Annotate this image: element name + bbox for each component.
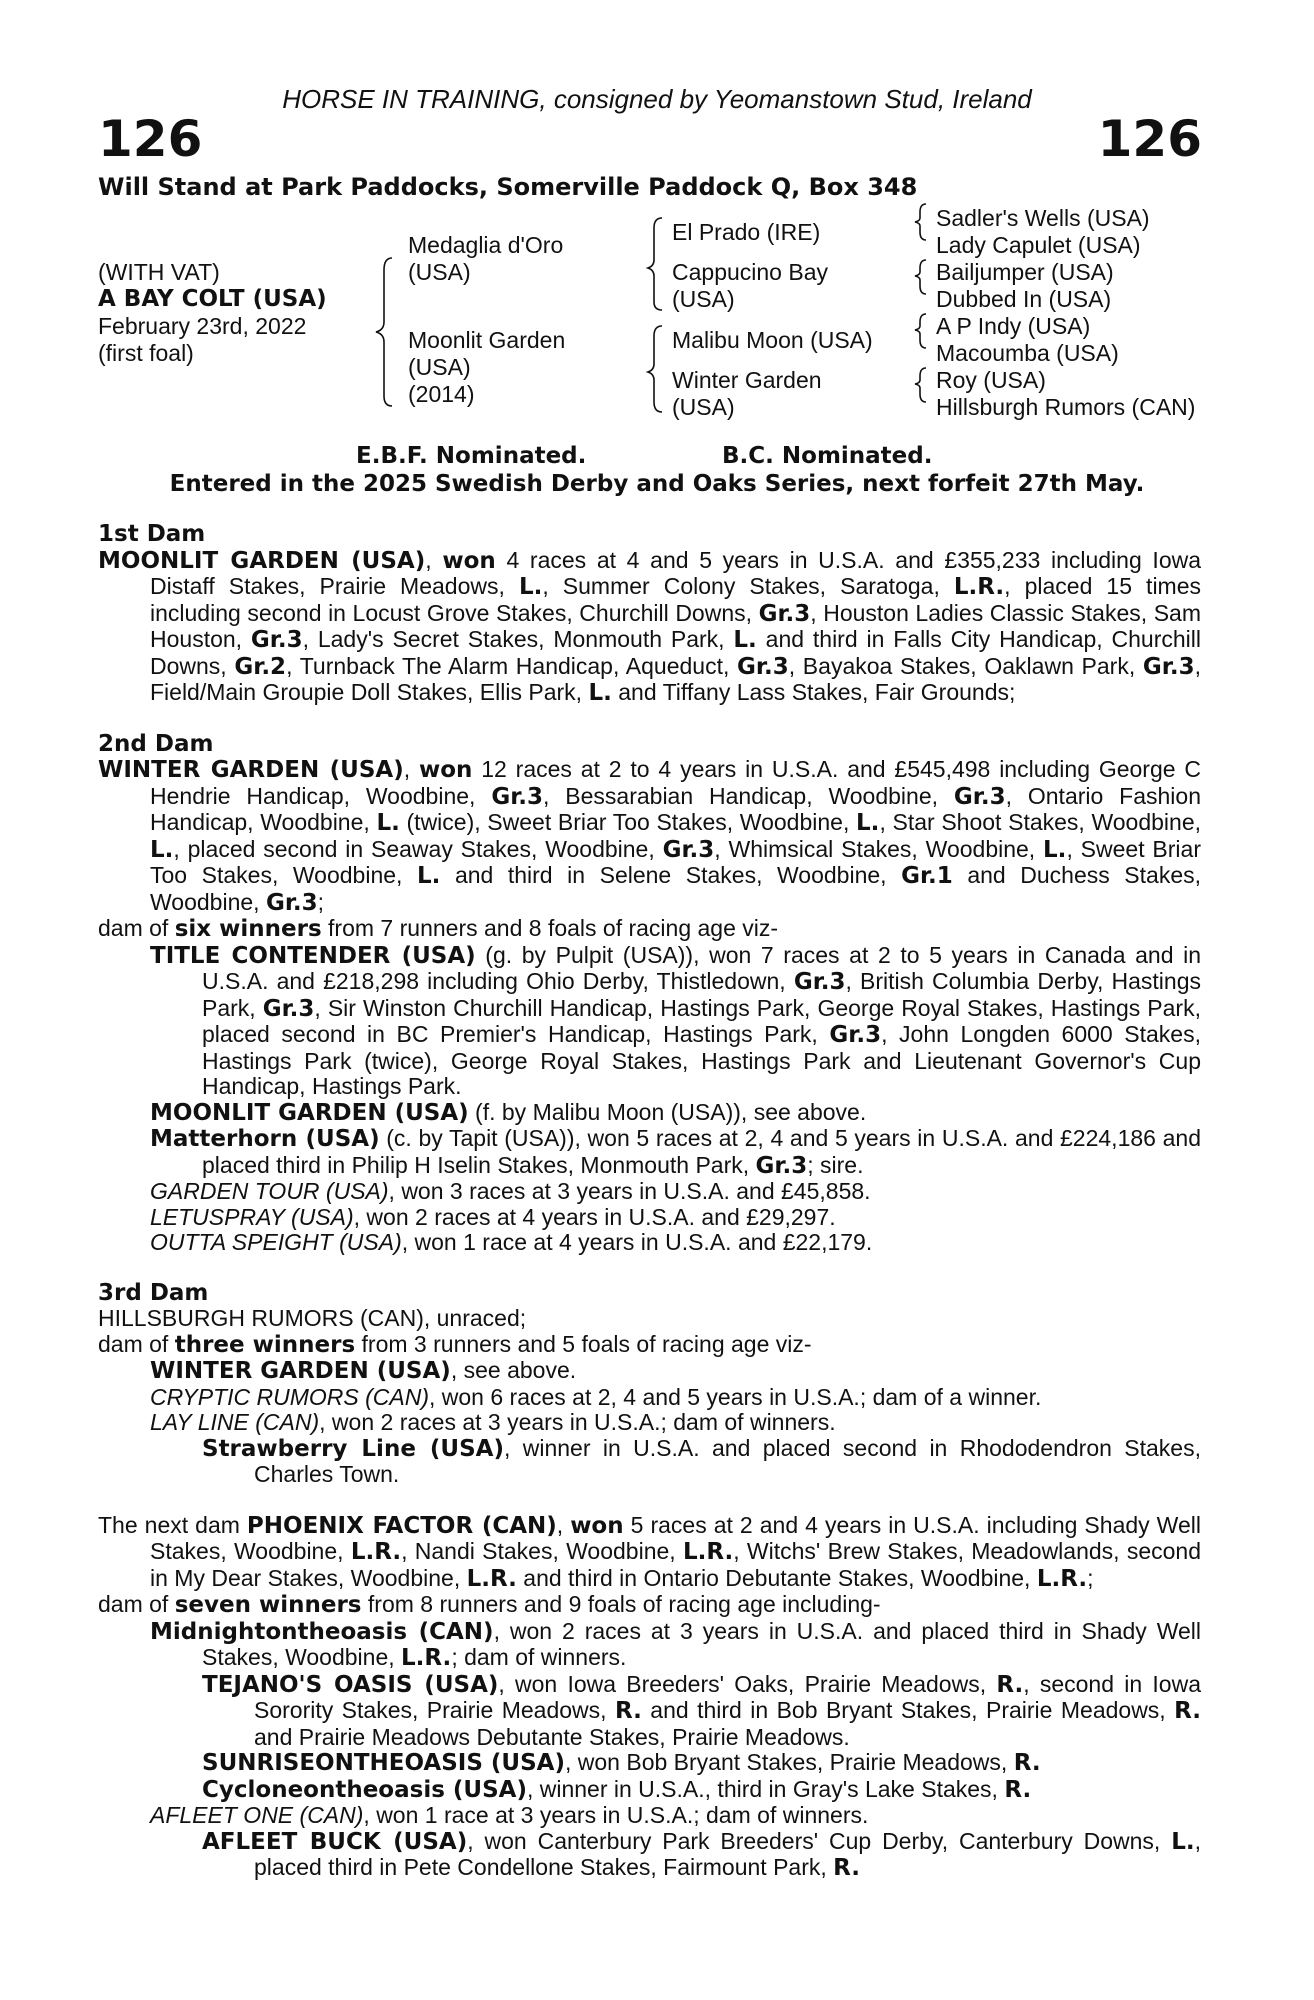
produce-lay-line: LAY LINE (CAN), won 2 races at 3 years in U.S.A.; dam of winners. (150, 1409, 836, 1435)
subject-dob: February 23rd, 2022 (98, 313, 307, 339)
vat-note: (WITH VAT) (98, 259, 220, 285)
gen4-1: Sadler's Wells (USA) (936, 205, 1150, 231)
consignor-header: HORSE IN TRAINING, consigned by Yeomanstown Stud, Ireland (282, 84, 1032, 114)
dam-line3: (2014) (408, 381, 475, 407)
sire-line2: (USA) (408, 259, 471, 285)
bc-nominated: B.C. Nominated. (722, 443, 933, 469)
produce-cryptic-rumors: CRYPTIC RUMORS (CAN), won 6 races at 2, 4 and 5 years in U.S.A.; dam of a winner. (150, 1383, 1042, 1410)
produce-afleet-one: AFLEET ONE (CAN), won 1 race at 3 years in U.S.A.; dam of winners. (150, 1802, 869, 1828)
gen4-6: Macoumba (USA) (936, 340, 1119, 366)
produce-outta-speight: OUTTA SPEIGHT (USA), won 1 race at 4 years in U.S.A. and £22,179. (150, 1229, 873, 1255)
gen4-5: A P Indy (USA) (936, 313, 1091, 339)
lot-number-right: 126 (1097, 110, 1202, 168)
second-dam-record: WINTER GARDEN (USA), won 12 races at 2 to 4 years in U.S.A. and £545,498 including George C Hendrie Handicap, Woodbine, Gr.3, Bessarabian Handicap, Woodbine, Gr.3, Ontario Fashion Handicap, Woodbine, L. (twice), Sweet Briar Too Stakes, Woodbine, L., Star Shoot Stakes, Woodbine, L., placed second in Seaway Stakes, Woodbine, Gr.3, Whimsical Stakes, Woodbine, L., Sweet Briar Too Stakes, Woodbine, L. and third in Selene Stakes, Woodbine, Gr.1 and Duchess Stakes, Woodbine, Gr.3; (98, 756, 1202, 916)
lot-number-left: 126 (98, 110, 203, 168)
ebf-nominated: E.B.F. Nominated. (356, 443, 587, 469)
next-dam-record: The next dam PHOENIX FACTOR (CAN), won 5 races at 2 and 4 years in U.S.A. including Shady Well Stakes, Woodbine, L.R., Nandi Stakes, Woodbine, L.R., Witchs' Brew Stakes, Meadowlands, second in My Dear Stakes, Woodbine, L.R. and third in Ontario Debutante Stakes, Woodbine, L.R.; (98, 1511, 1201, 1592)
second-dam-produce-summary: dam of six winners from 7 runners and 8 foals of racing age viz- (98, 915, 779, 942)
produce-title-contender: TITLE CONTENDER (USA) (g. by Pulpit (USA)), won 7 races at 2 to 5 years in Canada and in U.S.A. and £218,298 including Ohio Derby, Thistledown, Gr.3, British Columbia Derby, Hastings Park, Gr.3, Sir Winston Churchill Handicap, Hastings Park, George Royal Stakes, Hastings Park, placed second in BC Premier's Handicap, Hastings Park, Gr.3, John Longden 6000 Stakes, Hastings Park (twice), George Royal Stakes, Hastings Park and Lieutenant Governor's Cup Handicap, Hastings Park. (150, 941, 1201, 1099)
catalogue-body (98, 522, 1201, 1882)
stand-location: Will Stand at Park Paddocks, Somerville Paddock Q, Box 348 (98, 173, 918, 201)
produce-tejanos-oasis: TEJANO'S OASIS (USA), won Iowa Breeders' Oaks, Prairie Meadows, R., second in Iowa Sorority Stakes, Prairie Meadows, R. and third in Bob Bryant Stakes, Prairie Meadows, R. and Prairie Meadows Debutante Stakes, Prairie Meadows. (202, 1670, 1202, 1750)
subject-note: (first foal) (98, 340, 194, 366)
dam-line1: Moonlit Garden (408, 327, 566, 353)
gen4-4: Dubbed In (USA) (936, 286, 1112, 312)
produce-cycloneontheoasis: Cycloneontheoasis (USA), winner in U.S.A., third in Gray's Lake Stakes, R. (202, 1775, 1032, 1803)
produce-midnightontheoasis: Midnightontheoasis (CAN), won 2 races at 3 years in U.S.A. and placed third in Shady Well Stakes, Woodbine, L.R.; dam of winners. (150, 1617, 1201, 1671)
dam-dam-line1: Winter Garden (672, 367, 822, 393)
produce-sunriseontheoasis: SUNRISEONTHEOASIS (USA), won Bob Bryant Stakes, Prairie Meadows, R. (202, 1749, 1041, 1776)
dam-dam-line2: (USA) (672, 394, 735, 420)
produce-winter-garden: WINTER GARDEN (USA), see above. (150, 1357, 577, 1384)
next-dam-produce-summary: dam of seven winners from 8 runners and 9 foals of racing age including- (98, 1591, 881, 1618)
sire-sire: El Prado (IRE) (672, 219, 821, 245)
gen4-3: Bailjumper (USA) (936, 259, 1114, 285)
third-dam-heading: 3rd Dam (98, 1279, 209, 1306)
sire-dam-line2: (USA) (672, 286, 735, 312)
dam-line2: (USA) (408, 354, 471, 380)
dam-sire: Malibu Moon (USA) (672, 327, 873, 353)
first-dam-record: MOONLIT GARDEN (USA), won 4 races at 4 and 5 years in U.S.A. and £355,233 including Iowa Distaff Stakes, Prairie Meadows, L., Summer Colony Stakes, Saratoga, L.R., placed 15 times including second in Locust Grove Stakes, Churchill Downs, Gr.3, Houston Ladies Classic Stakes, Sam Houston, Gr.3, Lady's Secret Stakes, Monmouth Park, L. and third in Falls City Handicap, Churchill Downs, Gr.2, Turnback The Alarm Handicap, Aqueduct, Gr.3, Bayakoa Stakes, Oaklawn Park, Gr.3, Field/Main Groupie Doll Stakes, Ellis Park, L. and Tiffany Lass Stakes, Fair Grounds; (98, 546, 1202, 706)
gen4-7: Roy (USA) (936, 367, 1046, 393)
produce-afleet-buck: AFLEET BUCK (USA), won Canterbury Park Breeders' Cup Derby, Canterbury Downs, L., placed third in Pete Condellone Stakes, Fairmount Park, R. (202, 1827, 1201, 1881)
first-dam-heading: 1st Dam (98, 521, 206, 547)
third-dam-record: HILLSBURGH RUMORS (CAN), unraced; (98, 1305, 527, 1331)
entered-line: Entered in the 2025 Swedish Derby and Oaks Series, next forfeit 27th May. (169, 471, 1145, 497)
third-dam-produce-summary: dam of three winners from 3 runners and 5 foals of racing age viz- (98, 1330, 812, 1358)
subject-name: A BAY COLT (USA) (98, 286, 327, 312)
produce-matterhorn: Matterhorn (USA) (c. by Tapit (USA)), won 5 races at 2, 4 and 5 years in U.S.A. and £224,186 and placed third in Philip H Iselin Stakes, Monmouth Park, Gr.3; sire. (150, 1125, 1201, 1179)
sire-line1: Medaglia d'Oro (408, 232, 564, 258)
produce-letuspray: LETUSPRAY (USA), won 2 races at 4 years in U.S.A. and £29,297. (150, 1203, 836, 1230)
second-dam-heading: 2nd Dam (98, 730, 214, 757)
gen4-8: Hillsburgh Rumors (CAN) (936, 394, 1196, 420)
produce-moonlit-garden: MOONLIT GARDEN (USA) (f. by Malibu Moon (USA)), see above. (150, 1098, 867, 1126)
produce-garden-tour: GARDEN TOUR (USA), won 3 races at 3 years in U.S.A. and £45,858. (150, 1178, 871, 1204)
produce-strawberry-line: Strawberry Line (USA), winner in U.S.A. and placed second in Rhododendron Stakes, Charles Town. (202, 1434, 1201, 1487)
gen4-2: Lady Capulet (USA) (936, 232, 1141, 258)
sire-dam-line1: Cappucino Bay (672, 259, 828, 285)
